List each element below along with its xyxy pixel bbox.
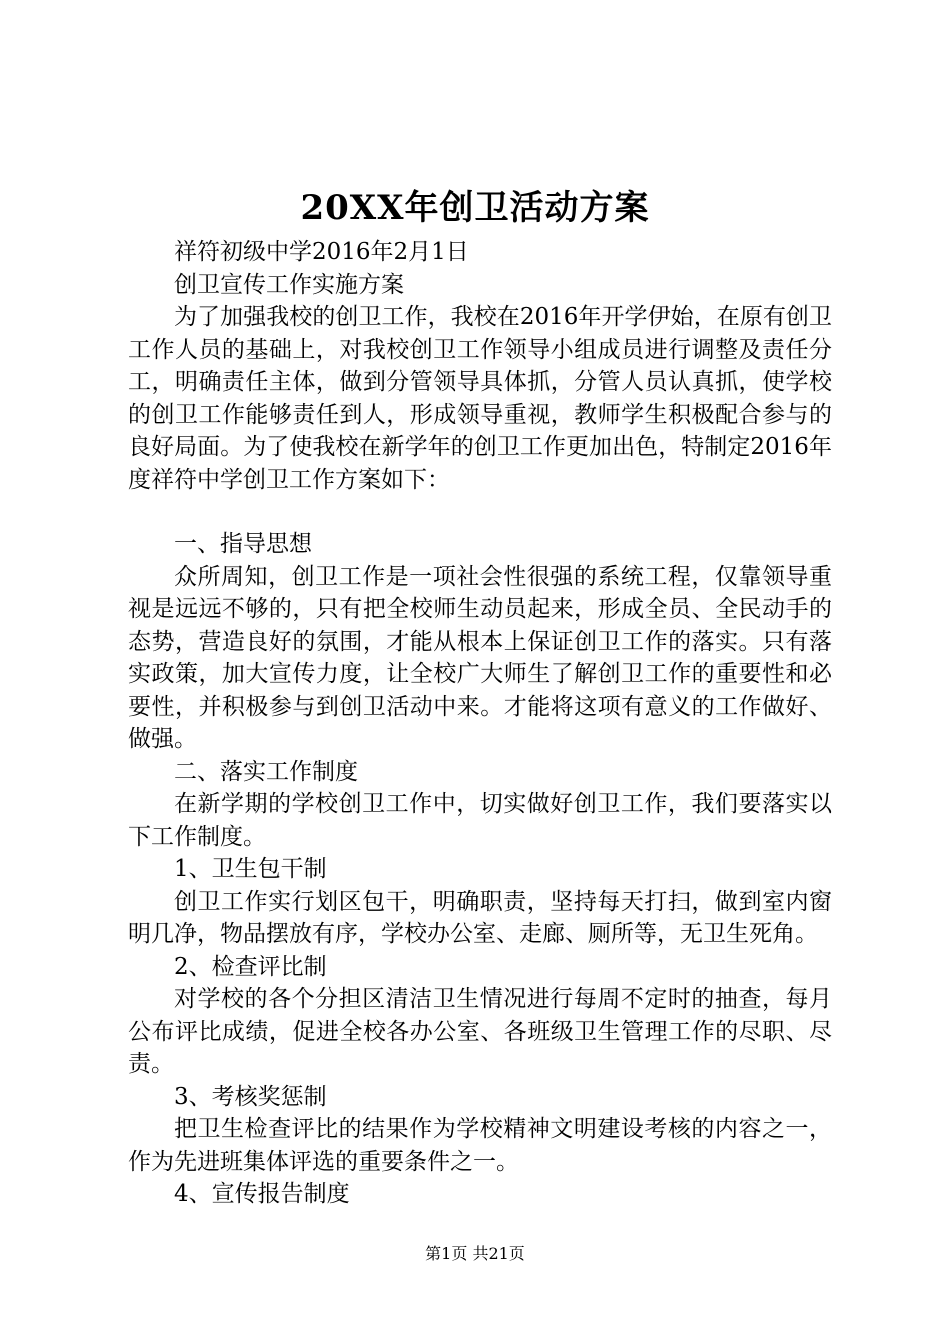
- section-heading-guiding-thought: 一、指导思想: [174, 531, 312, 557]
- section-heading-work-system: 二、落实工作制度: [174, 758, 358, 785]
- paragraph-hygiene-responsibility: 创卫工作实行划区包干，明确职责，坚持每天打扫，做到室内窗明几净，物品摆放有序，学校办公室、走廊、厕所等，无卫生死角。: [128, 888, 832, 947]
- paragraph-inspection: 对学校的各个分担区清洁卫生情况进行每周不定时的抽查，每月公布评比成绩，促进全校各办公室、各班级卫生管理工作的尽职、尽责。: [128, 986, 832, 1077]
- paragraph-school-date: 祥符初级中学2016年2月1日: [174, 239, 469, 265]
- paragraph-assessment: 把卫生检查评比的结果作为学校精神文明建设考核的内容之一，作为先进班集体评选的重要条件之一。: [128, 1116, 832, 1175]
- paragraph-plan-name: 创卫宣传工作实施方案: [174, 271, 404, 298]
- subheading-inspection: 2、检查评比制: [174, 953, 327, 980]
- document-body: [128, 236, 832, 1211]
- paragraph-guiding-thought: 众所周知，创卫工作是一项社会性很强的系统工程，仅靠领导重视是远远不够的，只有把全校师生动员起来，形成全员、全民动手的态势，营造良好的氛围，才能从根本上保证创卫工作的落实。只有落实政策，加大宣传力度，让全校广大师生了解创卫工作的重要性和必要性，并积极参与到创卫活动中来。才能将这项有意义的工作做好、做强。: [128, 563, 832, 752]
- document-title: 20XX年创卫活动方案: [300, 188, 650, 228]
- page-footer: 第1页 共21页: [425, 1244, 525, 1263]
- subheading-publicity: 4、宣传报告制度: [174, 1181, 350, 1207]
- subheading-assessment: 3、考核奖惩制: [174, 1083, 327, 1110]
- paragraph-intro: 为了加强我校的创卫工作，我校在2016年开学伊始，在原有创卫工作人员的基础上，对我校创卫工作领导小组成员进行调整及责任分工，明确责任主体，做到分管领导具体抓，分管人员认真抓，使学校的创卫工作能够责任到人，形成领导重视，教师学生积极配合参与的良好局面。为了使我校在新学年的创卫工作更加出色，特制定2016年度祥符中学创卫工作方案如下：: [128, 304, 832, 493]
- paragraph-work-system: 在新学期的学校创卫工作中，切实做好创卫工作，我们要落实以下工作制度。: [128, 791, 832, 850]
- paragraph-gap: [128, 496, 832, 528]
- subheading-hygiene-responsibility: 1、卫生包干制: [174, 856, 327, 882]
